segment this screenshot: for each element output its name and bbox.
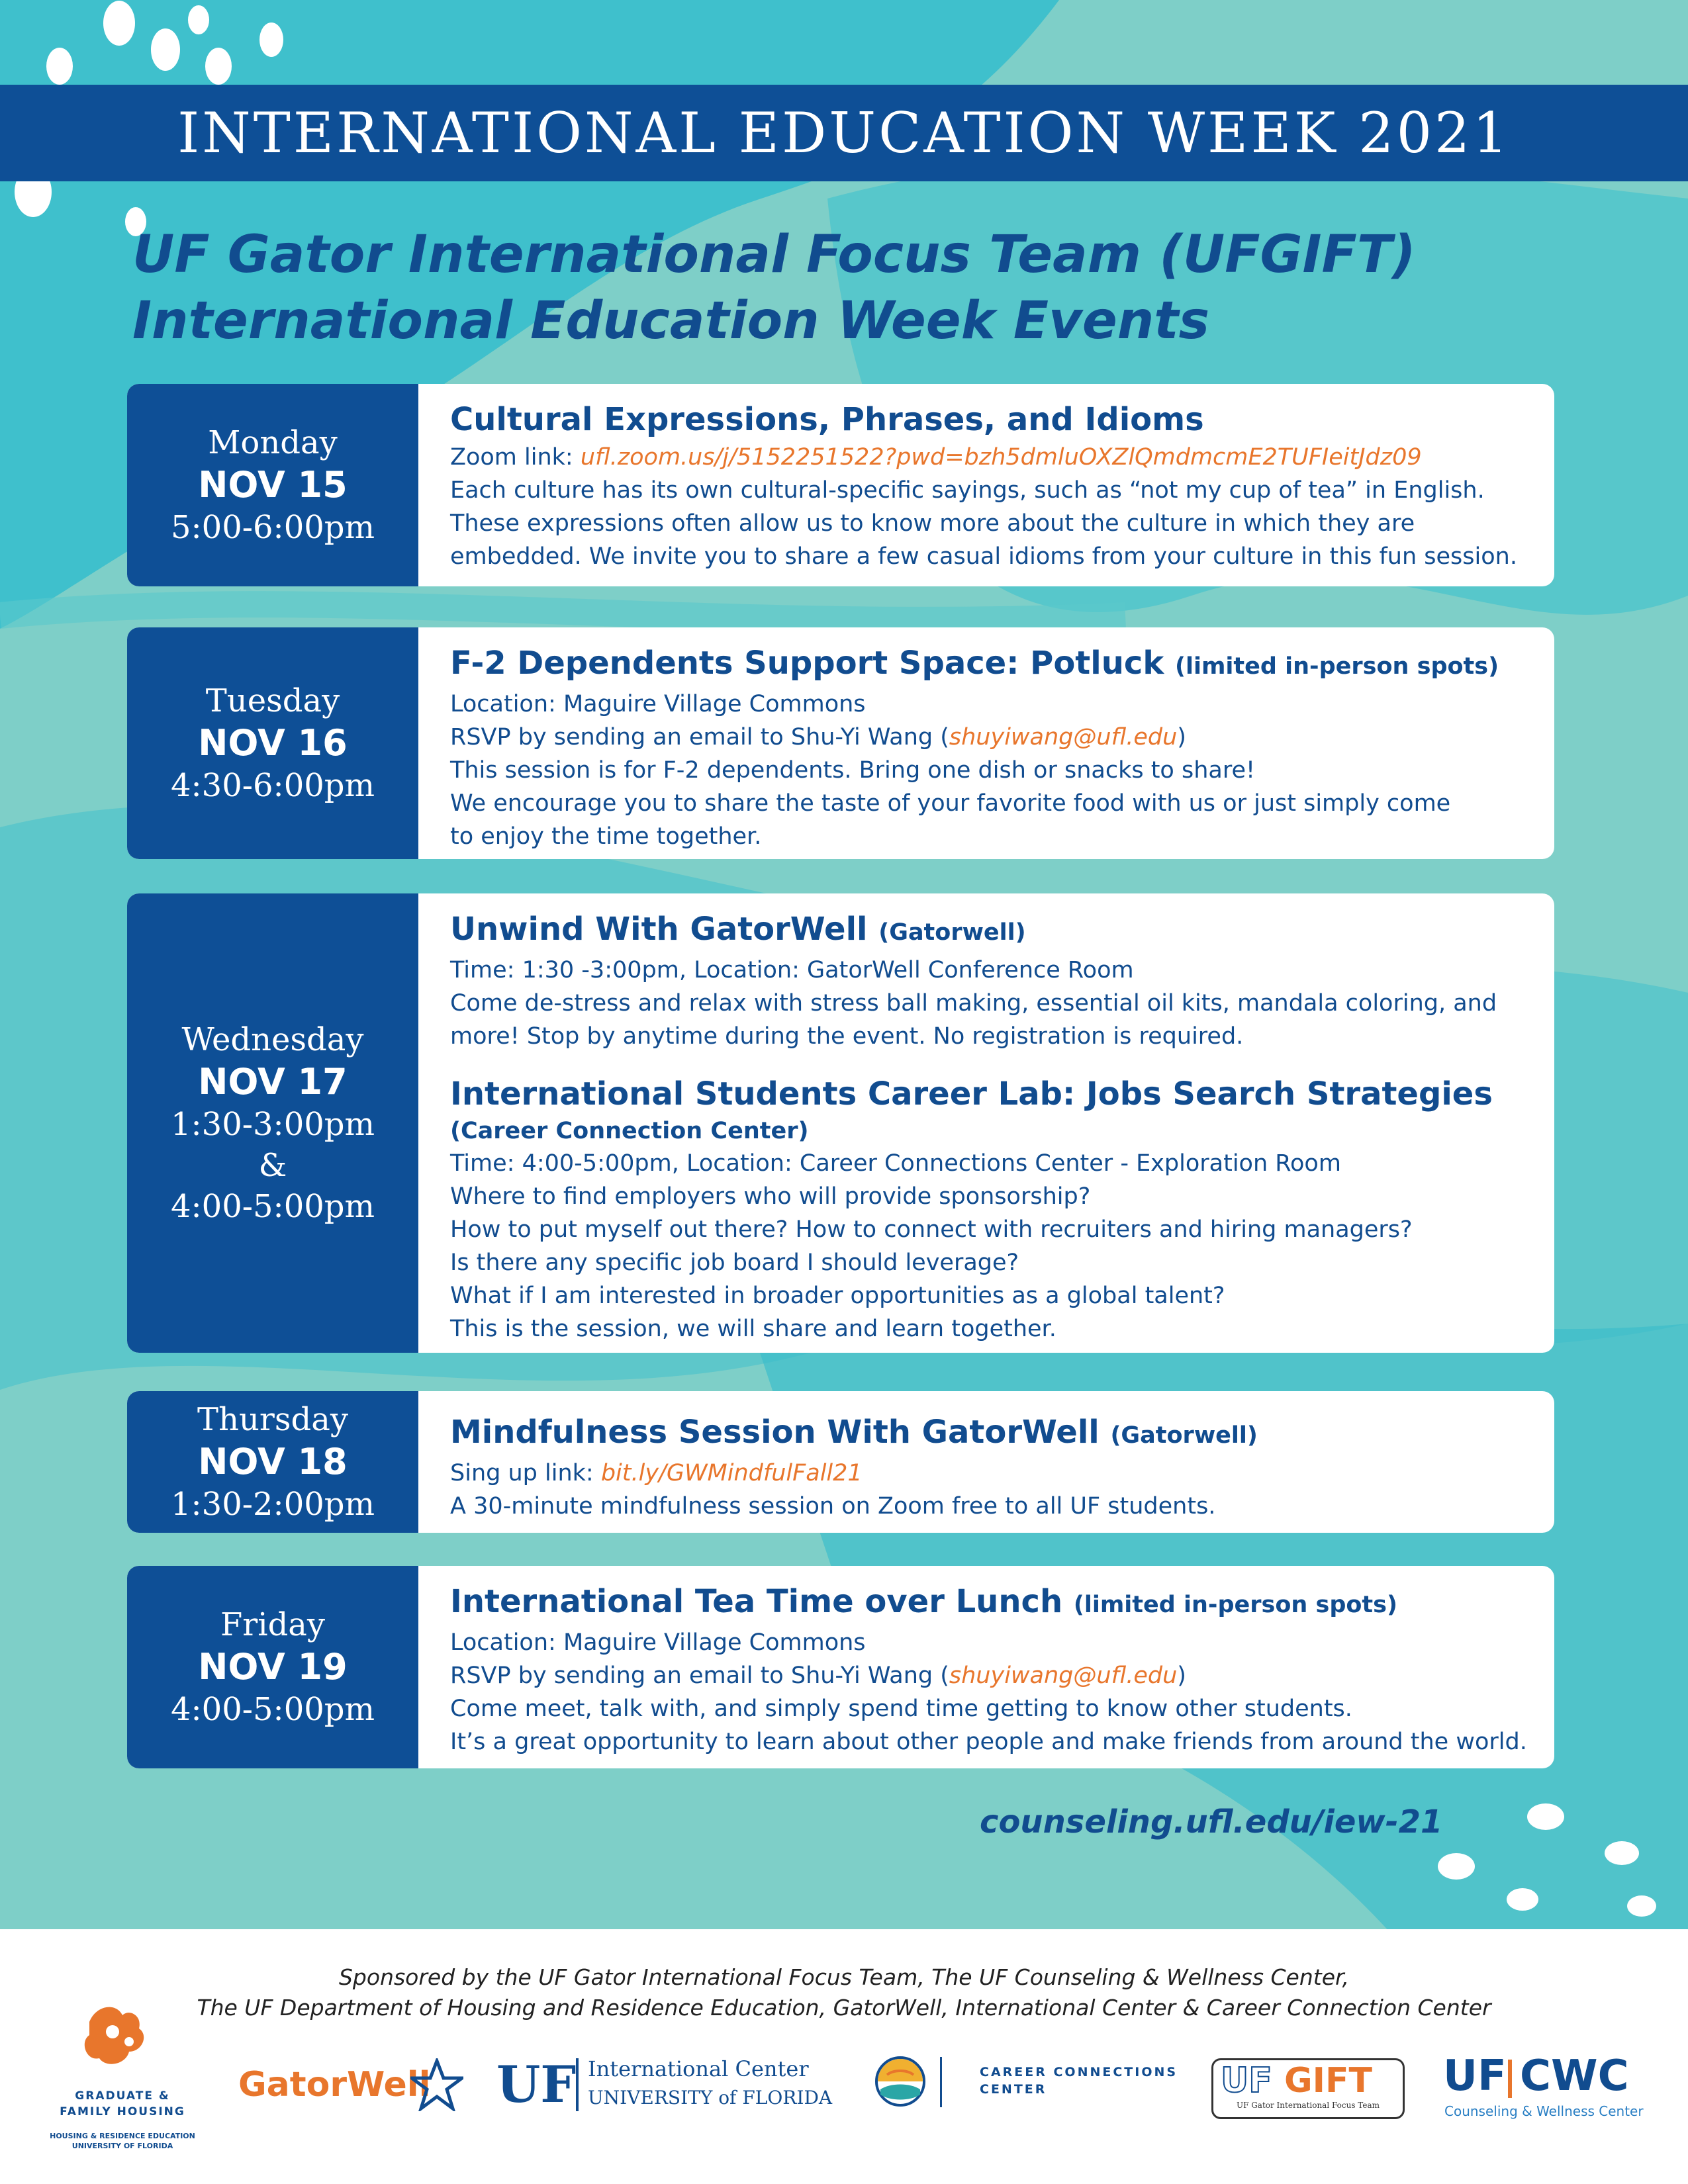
sponsor-line-2: The UF Department of Housing and Residence Education, GatorWell, International Center & Career Connection Center	[197, 1995, 1491, 2021]
heading-line-2: International Education Week Events	[132, 291, 1209, 351]
date-block	[127, 627, 418, 859]
event-details	[418, 893, 1554, 1353]
event-date: NOV 16	[198, 722, 348, 764]
event-card-thursday	[127, 1391, 1554, 1533]
event-desc: These expressions often allow us to know more about the culture in which they are	[450, 510, 1415, 537]
ic-line-2: UNIVERSITY of FLORIDA	[588, 2087, 833, 2109]
cwc-uf-mark: UF	[1443, 2052, 1507, 2101]
event-location: Location: Maguire Village Commons	[450, 691, 866, 717]
gift-subtitle: UF Gator International Focus Team	[1236, 2101, 1380, 2110]
graduate-family-housing-logo	[36, 2002, 209, 2161]
event-time: 5:00-6:00pm	[170, 509, 375, 546]
gator-mascot-icon	[76, 2002, 156, 2075]
event-date: NOV 15	[198, 464, 348, 506]
cwc-subtitle: Counseling & Wellness Center	[1444, 2103, 1644, 2119]
ufcwc-logo	[1443, 2052, 1662, 2124]
ufgift-logo	[1211, 2058, 1403, 2118]
sponsor-logos	[0, 2038, 1688, 2171]
signup-link[interactable]: bit.ly/GWMindfulFall21	[600, 1460, 863, 1486]
event-day: Thursday	[197, 1401, 348, 1438]
event-desc: This session is for F-2 dependents. Bring one dish or snacks to share!	[450, 757, 1256, 784]
event-card-tuesday	[127, 627, 1554, 859]
event-question: How to put myself out there? How to connect with recruiters and hiring managers?	[450, 1216, 1413, 1243]
cwc-wordmark: CWC	[1520, 2052, 1629, 2101]
page-heading	[132, 222, 1589, 354]
event-time-separator: &	[258, 1147, 287, 1184]
event-tag: (Gatorwell)	[1110, 1422, 1258, 1449]
event-card-monday	[127, 384, 1554, 586]
gfh-line-4: UNIVERSITY OF FLORIDA	[71, 2142, 173, 2150]
sponsor-line-1: Sponsored by the UF Gator International Focus Team, The UF Counseling & Wellness Center,	[338, 1964, 1350, 1990]
event-day: Tuesday	[205, 682, 340, 719]
rsvp-text: RSVP by sending an email to Shu-Yi Wang (	[450, 724, 949, 751]
event-day: Wednesday	[181, 1021, 364, 1058]
event-desc: Come meet, talk with, and simply spend time getting to know other students.	[450, 1696, 1352, 1722]
event-title: International Students Career Lab: Jobs Search Strategies	[450, 1075, 1493, 1113]
title-banner	[0, 85, 1688, 181]
event-day: Monday	[208, 424, 338, 461]
event-time: 4:30-6:00pm	[170, 767, 375, 804]
gfh-line-3: HOUSING & RESIDENCE EDUCATION	[50, 2132, 195, 2140]
sponsor-text	[0, 1962, 1688, 2023]
ic-line-1: International Center	[588, 2056, 809, 2081]
event-desc: Come de-stress and relax with stress ball making, essential oil kits, mandala coloring, and	[450, 990, 1497, 1017]
event-title: Mindfulness Session With GatorWell	[450, 1414, 1100, 1451]
date-block	[127, 1566, 418, 1768]
event-desc: We encourage you to share the taste of your favorite food with us or just simply come	[450, 790, 1451, 817]
event-details	[418, 1391, 1554, 1533]
event-question: What if I am interested in broader opportunities as a global talent?	[450, 1283, 1225, 1309]
event-time-1: 1:30-3:00pm	[170, 1106, 375, 1143]
event-title: International Tea Time over Lunch	[450, 1583, 1063, 1620]
event-tag: (limited in-person spots)	[1073, 1592, 1397, 1618]
zoom-link[interactable]: ufl.zoom.us/j/5152251522?pwd=bzh5dmluOXZlQmdmcmE2TUFIeitJdz09	[580, 444, 1422, 471]
ccc-line-1: CAREER CONNECTIONS	[980, 2065, 1178, 2079]
event-time-location: Time: 4:00-5:00pm, Location: Career Connections Center - Exploration Room	[450, 1150, 1341, 1177]
event-details	[418, 627, 1554, 859]
email-link[interactable]: shuyiwang@ufl.edu	[949, 724, 1178, 751]
zoom-label: Zoom link:	[450, 444, 581, 471]
event-title: Unwind With GatorWell	[450, 911, 868, 948]
event-card-wednesday	[127, 893, 1554, 1353]
event-question: This is the session, we will share and learn together.	[450, 1316, 1056, 1342]
event-desc: to enjoy the time together.	[450, 823, 762, 850]
event-desc: Each culture has its own cultural-specific sayings, such as “not my cup of tea” in English.	[450, 477, 1485, 504]
event-day: Friday	[220, 1606, 326, 1643]
date-block	[127, 1391, 418, 1533]
event-date: NOV 18	[198, 1441, 348, 1482]
event-title: F-2 Dependents Support Space: Potluck	[450, 645, 1164, 682]
gfh-line-1: GRADUATE &	[75, 2089, 170, 2103]
event-subtitle: (Career Connection Center)	[450, 1118, 809, 1144]
event-question: Is there any specific job board I should leverage?	[450, 1250, 1019, 1276]
event-time: 4:00-5:00pm	[170, 1691, 375, 1728]
gfh-line-2: FAMILY HOUSING	[60, 2105, 185, 2118]
date-block	[127, 384, 418, 586]
event-time-location: Time: 1:30 -3:00pm, Location: GatorWell Conference Room	[450, 957, 1134, 983]
international-center-logo	[496, 2055, 854, 2128]
event-tag: (limited in-person spots)	[1174, 653, 1499, 680]
event-time: 1:30-2:00pm	[170, 1486, 375, 1523]
event-location: Location: Maguire Village Commons	[450, 1629, 866, 1656]
ccc-line-2: CENTER	[980, 2082, 1047, 2097]
rsvp-text: RSVP by sending an email to Shu-Yi Wang (	[450, 1662, 949, 1689]
event-desc: A 30-minute mindfulness session on Zoom free to all UF students.	[450, 1493, 1216, 1520]
career-connections-logo	[874, 2052, 1178, 2124]
event-desc: embedded. We invite you to share a few casual idioms from your culture in this fun session.	[450, 543, 1517, 570]
rsvp-close: )	[1177, 1662, 1186, 1689]
heading-line-1: UF Gator International Focus Team (UFGIFT)	[132, 225, 1416, 285]
email-link[interactable]: shuyiwang@ufl.edu	[949, 1662, 1178, 1689]
event-card-friday	[127, 1566, 1554, 1768]
event-tag: (Gatorwell)	[878, 919, 1026, 946]
banner-title: INTERNATIONAL EDUCATION WEEK 2021	[177, 101, 1511, 165]
gatorwell-wordmark: GatorWell	[238, 2065, 431, 2105]
gift-uf-mark: UF	[1221, 2061, 1272, 2101]
gatorwell-logo	[238, 2052, 463, 2124]
signup-label: Sing up link:	[450, 1460, 601, 1486]
event-title: Cultural Expressions, Phrases, and Idioms	[450, 401, 1204, 438]
event-time-2: 4:00-5:00pm	[170, 1188, 375, 1225]
star-icon	[410, 2058, 463, 2111]
rsvp-close: )	[1177, 724, 1186, 751]
event-details	[418, 1566, 1554, 1768]
website-link[interactable]: counseling.ufl.edu/iew-21	[980, 1803, 1443, 1841]
globe-icon	[874, 2055, 927, 2108]
gift-wordmark: GIFT	[1284, 2061, 1373, 2101]
date-block	[127, 893, 418, 1353]
event-date: NOV 19	[198, 1646, 348, 1688]
event-desc: It’s a great opportunity to learn about other people and make friends from around the world.	[450, 1729, 1527, 1755]
ic-uf-mark: UF	[496, 2055, 577, 2114]
event-date: NOV 17	[198, 1061, 348, 1103]
event-question: Where to find employers who will provide sponsorship?	[450, 1183, 1091, 1210]
event-details	[418, 384, 1554, 586]
event-desc: more! Stop by anytime during the event. No registration is required.	[450, 1023, 1244, 1050]
